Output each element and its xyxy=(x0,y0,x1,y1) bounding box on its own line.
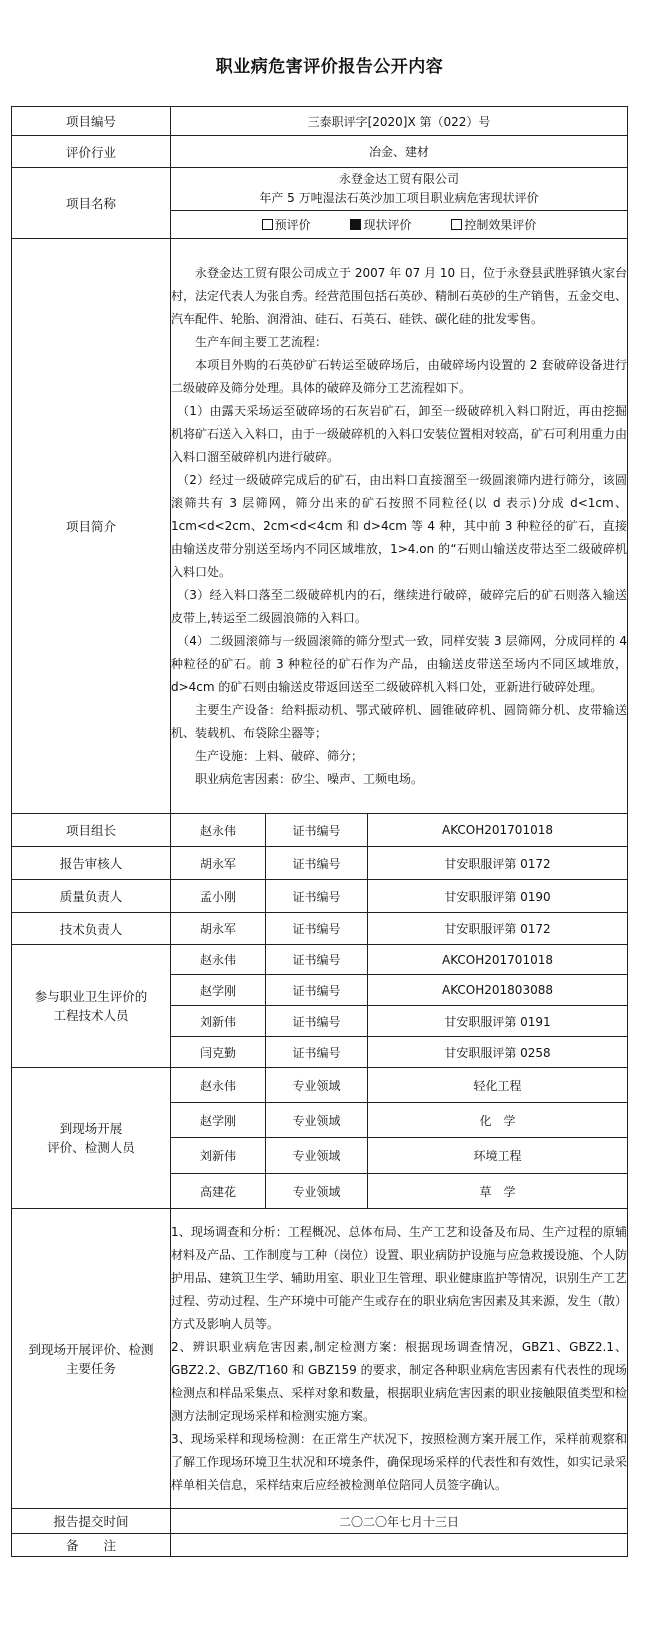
field-label: 专业领域 xyxy=(266,1174,368,1209)
cert-number: 甘安职服评第 0172 xyxy=(368,913,628,945)
field-staff-role-line: 到现场开展 xyxy=(59,1121,123,1136)
tasks-label-line: 主要任务 xyxy=(65,1360,116,1376)
field-value: 轻化工程 xyxy=(368,1068,628,1103)
cert-number: 甘安职服评第 0172 xyxy=(368,847,628,880)
personnel-name: 胡永军 xyxy=(171,847,266,880)
field-label: 专业领域 xyxy=(266,1103,368,1138)
field-value: 草 学 xyxy=(368,1174,628,1209)
submit-time-value: 二〇二〇年七月十三日 xyxy=(171,1509,628,1534)
eval-type-status-label: 现状评价 xyxy=(363,218,412,232)
field-label: 专业领域 xyxy=(266,1138,368,1174)
personnel-role: 报告审核人 xyxy=(12,847,171,880)
row-submit-time xyxy=(12,1509,628,1534)
cert-label: 证书编号 xyxy=(266,1037,368,1068)
engineer-name: 刘新伟 xyxy=(171,1006,266,1037)
staff-name: 高建花 xyxy=(171,1174,266,1209)
cert-number: 甘安职服评第 0191 xyxy=(368,1006,628,1037)
field-value: 化 学 xyxy=(368,1103,628,1138)
project-name: 年产 5 万吨湿法石英沙加工项目职业病危害现状评价 xyxy=(259,191,539,205)
row-tasks xyxy=(12,1209,628,1509)
remarks-value xyxy=(171,1534,628,1557)
eval-type-pre xyxy=(262,218,311,232)
checkbox-status-checked xyxy=(350,219,361,230)
row-field-staff xyxy=(12,1068,628,1103)
cert-label: 证书编号 xyxy=(266,814,368,847)
engineer-name: 赵永伟 xyxy=(171,945,266,975)
eval-type-options xyxy=(171,211,628,239)
submit-time-label: 报告提交时间 xyxy=(12,1509,171,1534)
personnel-name: 胡永军 xyxy=(171,913,266,945)
row-personnel xyxy=(12,880,628,913)
row-remarks xyxy=(12,1534,628,1557)
intro-paragraph: （4）二级圆滚筛与一级圆滚筛的筛分型式一致，同样安装 3 层筛网，分成同样的 4 种粒径的矿石。前 3 种粒径的矿石作为产品，由输送皮带送至场内不同区域堆放，d>4cm 的矿石则由输送皮带返回送至二级破碎机入料口处，亚新进行破碎处理。 xyxy=(171,633,627,694)
cert-label: 证书编号 xyxy=(266,1006,368,1037)
personnel-name: 孟小刚 xyxy=(171,880,266,913)
intro-paragraph: 主要生产设备：给料振动机、鄂式破碎机、圆锥破碎机、圆筒筛分机、皮带输送机、装载机、布袋除尘器等； xyxy=(171,702,627,740)
staff-name: 刘新伟 xyxy=(171,1138,266,1174)
project-name-label: 项目名称 xyxy=(12,168,171,239)
personnel-role: 技术负责人 xyxy=(12,913,171,945)
report-table xyxy=(11,106,628,1557)
cert-label: 证书编号 xyxy=(266,913,368,945)
staff-name: 赵永伟 xyxy=(171,1068,266,1103)
engineer-name: 赵学刚 xyxy=(171,975,266,1006)
field-staff-role xyxy=(12,1068,171,1209)
personnel-role: 项目组长 xyxy=(12,814,171,847)
personnel-role: 质量负责人 xyxy=(12,880,171,913)
intro-paragraph: 生产设施：上料、破碎、筛分； xyxy=(195,748,364,763)
row-engineer xyxy=(12,945,628,975)
intro-paragraph: 本项目外购的石英砂矿石转运至破碎场后，由破碎场内设置的 2 套破碎设备进行二级破碎及筛分处理。具体的破碎及筛分工艺流程如下。 xyxy=(171,357,627,395)
project-name-value xyxy=(171,168,628,211)
project-no-label: 项目编号 xyxy=(12,107,171,136)
industry-label: 评价行业 xyxy=(12,136,171,168)
engineers-role-line: 工程技术人员 xyxy=(53,1008,129,1023)
row-industry xyxy=(12,136,628,168)
eval-type-status xyxy=(350,218,411,232)
cert-number: 甘安职服评第 0190 xyxy=(368,880,628,913)
intro-label: 项目简介 xyxy=(12,239,171,814)
cert-number: AKCOH201803088 xyxy=(368,975,628,1006)
field-value: 环境工程 xyxy=(368,1138,628,1174)
checkbox-control xyxy=(451,219,462,230)
eval-type-control xyxy=(451,218,536,232)
row-personnel xyxy=(12,847,628,880)
row-project-name xyxy=(12,168,628,211)
task-paragraph: 1、现场调查和分析：工程概况、总体布局、生产工艺和设备及布局、生产过程的原辅材料及产品、工作制度与工种（岗位）设置、职业病防护设施与应急救援设施、个人防护用品、建筑卫生学、辅助用室、职业卫生管理、职业健康监护等情况，识别生产工艺过程、劳动过程、生产环境中可能产生或存在的职业病危害因素及其来源，发生（散）方式及影响人员等。 xyxy=(171,1224,628,1331)
row-personnel xyxy=(12,913,628,945)
checkbox-pre xyxy=(262,219,273,230)
remarks-label: 备 注 xyxy=(12,1534,171,1557)
tasks-label xyxy=(12,1209,171,1509)
intro-paragraph: （3）经入料口落至二级破碎机内的石，继续进行破碎，破碎完后的矿石则落入输送皮带上,转运至二级圆浪筛的入料口。 xyxy=(171,587,627,625)
field-staff-role-line: 评价、检测人员 xyxy=(47,1140,135,1155)
intro-content xyxy=(171,239,628,814)
intro-paragraph: （2）经过一级破碎完成后的矿石，由出料口直接溜至一级圆滚筛内进行筛分，该圆滚筛共有 3 层筛网，筛分出来的矿石按照不同粒径(以 d 表示)分成 d<1cm、1cm<d<2cm、2cm<d<4cm 和 d>4cm 等 4 种，其中前 3 种粒径的矿石，直接由输送皮带分别送至场内不同区域堆放，1>4.on 的“石则山输送皮带达至二级破碎机入料口处。 xyxy=(171,472,627,579)
eval-type-pre-label: 预评价 xyxy=(274,218,311,232)
engineers-role-line: 参与职业卫生评价的 xyxy=(34,989,148,1004)
personnel-name: 赵永伟 xyxy=(171,814,266,847)
eval-type-control-label: 控制效果评价 xyxy=(464,218,537,232)
intro-paragraph: 生产车间主要工艺流程： xyxy=(195,334,328,349)
engineer-name: 闫克勤 xyxy=(171,1037,266,1068)
project-no-value: 三泰职评字[2020]X 第（022）号 xyxy=(171,107,628,136)
row-intro xyxy=(12,239,628,814)
cert-label: 证书编号 xyxy=(266,975,368,1006)
intro-paragraph: 职业病危害因素：矽尘、噪声、工频电场。 xyxy=(195,771,424,786)
cert-number: AKCOH201701018 xyxy=(368,814,628,847)
intro-paragraph: （1）由露天采场运至破碎场的石灰岩矿石，卸至一级破碎机入料口附近，再由挖掘机将矿石送入入料口，由于一级破碎机的入料口安装位置相对较高，矿石可利用重力由入料口溜至破碎机内进行破碎。 xyxy=(171,403,628,464)
cert-label: 证书编号 xyxy=(266,945,368,975)
cert-number: AKCOH201701018 xyxy=(368,945,628,975)
cert-label: 证书编号 xyxy=(266,847,368,880)
task-paragraph: 2、辨识职业病危害因素,制定检测方案：根据现场调查情况，GBZ1、GBZ2.1、GBZ2.2、GBZ/T160 和 GBZ159 的要求，制定各种职业病危害因素有代表性的现场检测点和样品采集点、采样对象和数量，根据职业病危害因素的职业接触限值类型和检测方法制定现场采样和检测实施方案。 xyxy=(171,1339,628,1423)
company-name: 永登金达工贸有限公司 xyxy=(338,172,459,186)
field-label: 专业领域 xyxy=(266,1068,368,1103)
engineers-role xyxy=(12,945,171,1068)
row-personnel xyxy=(12,814,628,847)
staff-name: 赵学刚 xyxy=(171,1103,266,1138)
cert-number: 甘安职服评第 0258 xyxy=(368,1037,628,1068)
intro-paragraph: 永登金达工贸有限公司成立于 2007 年 07 月 10 日，位于永登县武胜驿镇火家台村，法定代表人为张自秀。经营范围包括石英砂、精制石英砂的生产销售，五金交电、汽车配件、轮胎、润滑油、硅石、石英石、硅铁、碳化硅的批发零售。 xyxy=(171,265,628,326)
task-paragraph: 3、现场采样和现场检测：在正常生产状况下，按照检测方案开展工作，采样前观察和了解工作现场环境卫生状况和环境条件，确保现场采样的代表性和有效性，如实记录采样单相关信息，采样结束后应经被检测单位陪同人员签字确认。 xyxy=(171,1431,628,1492)
industry-value: 冶金、建材 xyxy=(171,136,628,168)
tasks-label-line: 到现场开展评价、检测 xyxy=(28,1341,154,1357)
page-title: 职业病危害评价报告公开内容 xyxy=(215,57,444,77)
row-project-no xyxy=(12,107,628,136)
cert-label: 证书编号 xyxy=(266,880,368,913)
tasks-content xyxy=(171,1209,628,1509)
